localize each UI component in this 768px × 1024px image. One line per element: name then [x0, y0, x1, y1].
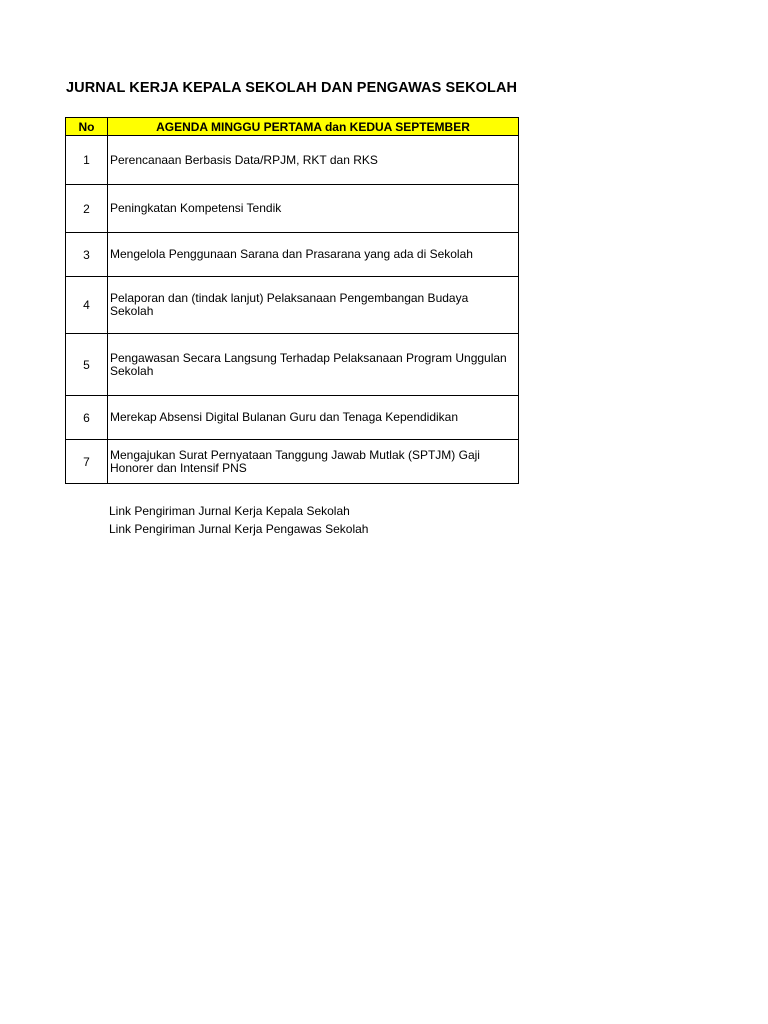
agenda-item: Peningkatan Kompetensi Tendik [108, 185, 519, 233]
table-row [66, 396, 519, 440]
table-row [66, 136, 519, 185]
agenda-table [65, 117, 519, 484]
column-header-no: No [66, 118, 108, 136]
row-number: 3 [66, 233, 108, 277]
row-number: 7 [66, 440, 108, 484]
link-kepala-sekolah[interactable]: Link Pengiriman Jurnal Kerja Kepala Sekolah [109, 504, 350, 518]
table-row [66, 440, 519, 484]
agenda-item: Pengawasan Secara Langsung Terhadap Pelaksanaan Program Unggulan Sekolah [108, 334, 519, 396]
row-number: 6 [66, 396, 108, 440]
row-number: 4 [66, 277, 108, 334]
agenda-item: Mengajukan Surat Pernyataan Tanggung Jawab Mutlak (SPTJM) Gaji Honorer dan Intensif PNS [108, 440, 519, 484]
submission-links [109, 502, 368, 538]
agenda-item: Mengelola Penggunaan Sarana dan Prasarana yang ada di Sekolah [108, 233, 519, 277]
column-header-agenda: AGENDA MINGGU PERTAMA dan KEDUA SEPTEMBER [108, 118, 519, 136]
table-header-row [66, 118, 519, 136]
row-number: 1 [66, 136, 108, 185]
agenda-item: Pelaporan dan (tindak lanjut) Pelaksanaan Pengembangan Budaya Sekolah [108, 277, 519, 334]
table-row [66, 334, 519, 396]
link-pengawas-sekolah[interactable]: Link Pengiriman Jurnal Kerja Pengawas Sekolah [109, 522, 369, 536]
row-number: 2 [66, 185, 108, 233]
agenda-item: Merekap Absensi Digital Bulanan Guru dan Tenaga Kependidikan [108, 396, 519, 440]
table-row [66, 277, 519, 334]
table-row [66, 185, 519, 233]
page-title: JURNAL KERJA KEPALA SEKOLAH DAN PENGAWAS SEKOLAH [66, 80, 518, 96]
agenda-item: Perencanaan Berbasis Data/RPJM, RKT dan RKS [108, 136, 519, 185]
table-row [66, 233, 519, 277]
row-number: 5 [66, 334, 108, 396]
